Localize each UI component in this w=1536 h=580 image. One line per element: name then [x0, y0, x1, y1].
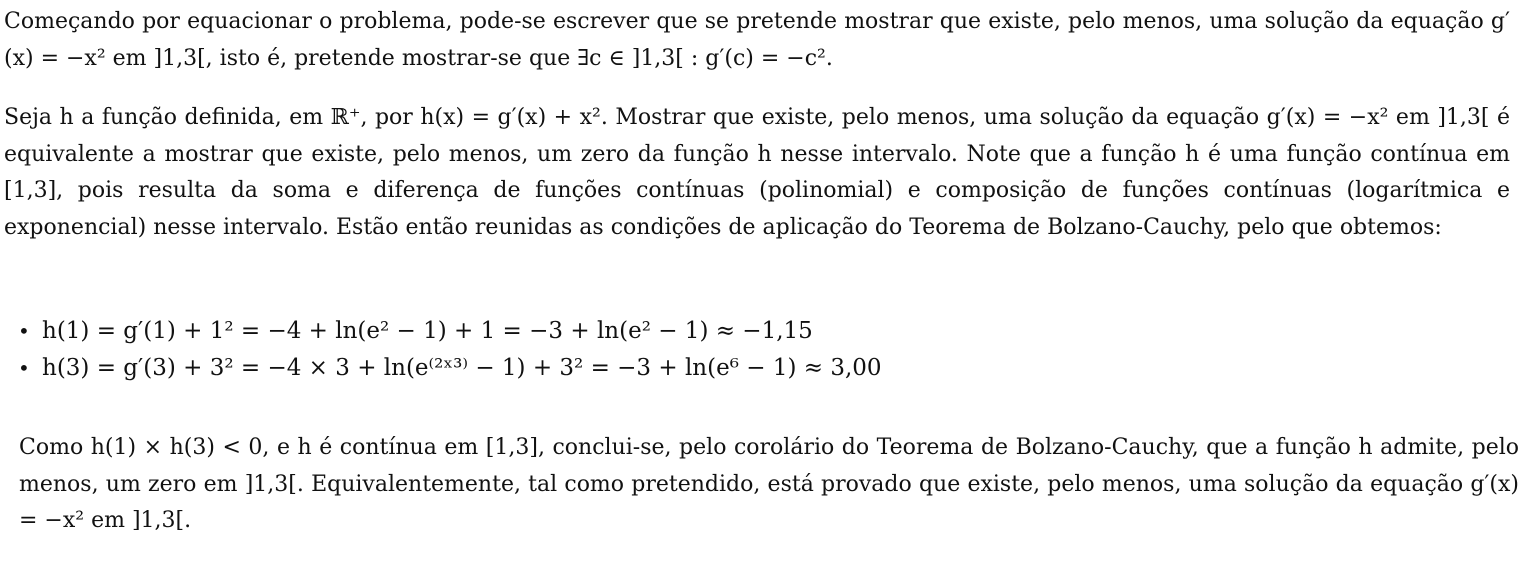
calculation-list [0, 313, 882, 387]
definition-paragraph: Seja h a função definida, em ℝ⁺, por h(x) = g′(x) + x². Mostrar que existe, pelo menos, uma solução da equação g′(x) = −x² em ]1,3[ é equivalente a mostrar que existe, pelo menos, um zero da função h nesse intervalo. Note que a função h é uma função contínua em [1,3], pois resulta da soma e diferença de funções contínuas (polinomial) e composição de funções contínuas (logarítmica e exponencial) nesse intervalo. Estão então reunidas as condições de aplicação do Teorema de Bolzano-Cauchy, pelo que obtemos: [4, 105, 1510, 240]
conclusion-paragraph: Como h(1) × h(3) < 0, e h é contínua em [1,3], conclui-se, pelo corolário do Teorema de Bolzano-Cauchy, que a função h admite, pelo menos, um zero em ]1,3[. Equivalentemente, tal como pretendido, está provado que existe, pelo menos, uma solução da equação g′(x) = −x² em ]1,3[. [19, 435, 1519, 533]
intro-paragraph: Começando por equacionar o problema, pode-se escrever que se pretende mostrar que existe, pelo menos, uma solução da equação g′(x) = −x² em ]1,3[, isto é, pretende mostrar-se que ∃c ∈ ]1,3[ : g′(c) = −c². [4, 9, 1510, 71]
calculation-h1: • h(1) = g′(1) + 1² = −4 + ln(e² − 1) + 1 = −3 + ln(e² − 1) ≈ −1,15 [0, 313, 882, 350]
calculation-h3: • h(3) = g′(3) + 3² = −4 × 3 + ln(e⁽²ˣ³⁾ − 1) + 3² = −3 + ln(e⁶ − 1) ≈ 3,00 [0, 350, 882, 387]
